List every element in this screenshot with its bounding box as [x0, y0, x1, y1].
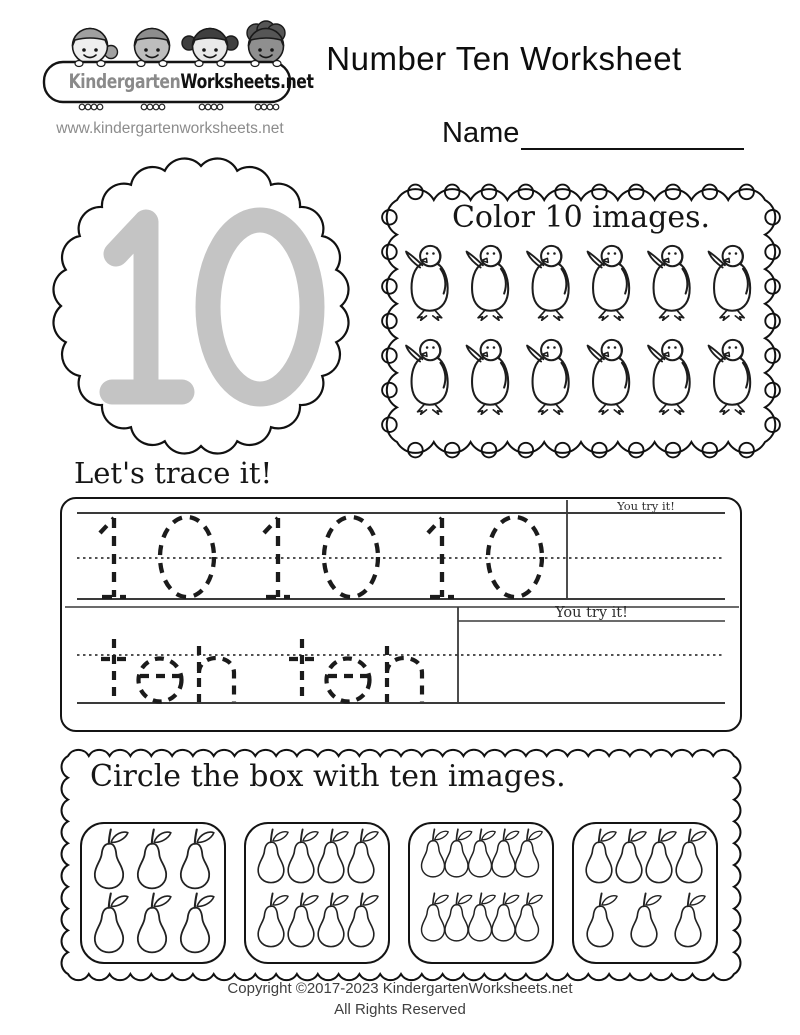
pear-image — [181, 830, 214, 889]
trace-activity-box — [60, 497, 742, 732]
pear-image — [586, 829, 616, 882]
penguin-image[interactable] — [527, 340, 569, 414]
pear-image — [258, 893, 288, 946]
pear-grid — [410, 824, 550, 960]
pear-image — [348, 829, 378, 882]
pear-image — [631, 893, 661, 946]
footer-copyright: Copyright ©2017-2023 KindergartenWorksheets.net — [227, 980, 573, 997]
pear-image — [318, 893, 348, 946]
circle-activity-box — [56, 744, 746, 986]
pear-option-box-4[interactable] — [572, 822, 718, 964]
footer — [0, 979, 800, 1020]
pear-image — [469, 829, 496, 877]
pear-image — [676, 829, 706, 882]
pear-image — [138, 894, 171, 953]
pear-image — [516, 829, 543, 877]
pear-image — [616, 829, 646, 882]
penguin-image[interactable] — [467, 246, 509, 320]
pear-image — [422, 829, 449, 877]
penguin-image[interactable] — [467, 340, 509, 414]
penguin-image[interactable] — [527, 246, 569, 320]
pear-image — [258, 829, 288, 882]
site-logo — [42, 16, 314, 158]
pear-image — [675, 893, 705, 946]
logo-url-text: www.kindergartenworksheets.net — [56, 120, 284, 137]
footer-rights: All Rights Reserved — [334, 1000, 466, 1018]
pear-image — [445, 893, 472, 941]
pear-image — [516, 893, 543, 941]
pear-image — [95, 830, 128, 889]
logo-brand-part2: Worksheets.net — [180, 70, 314, 93]
pear-grid — [574, 824, 714, 960]
you-try-area-word[interactable] — [458, 623, 722, 701]
you-try-area-digits[interactable] — [567, 515, 722, 597]
pear-image — [95, 894, 128, 953]
circle-activity-title: Circle the box with ten images. — [90, 759, 566, 794]
penguin-image[interactable] — [588, 340, 630, 414]
color-activity-title: Color 10 images. — [451, 200, 711, 235]
penguin-image[interactable] — [648, 340, 690, 414]
penguin-image[interactable] — [709, 246, 751, 320]
pear-option-box-3[interactable] — [408, 822, 554, 964]
pear-image — [646, 829, 676, 882]
pear-image — [492, 893, 519, 941]
pear-image — [469, 893, 496, 941]
penguin-image[interactable] — [648, 246, 690, 320]
penguin-image[interactable] — [406, 340, 448, 414]
logo-brand-text — [68, 62, 314, 102]
pear-option-box-2[interactable] — [244, 822, 390, 964]
pear-grid — [246, 824, 386, 960]
color-activity-box — [375, 178, 787, 470]
pear-option-box-1[interactable] — [80, 822, 226, 964]
pear-image — [492, 829, 519, 877]
pear-image — [138, 830, 171, 889]
penguin-image[interactable] — [709, 340, 751, 414]
pear-image — [288, 893, 318, 946]
name-row — [442, 114, 744, 150]
number-ten-circle — [36, 142, 366, 472]
you-try-label-word: You try it! — [555, 605, 628, 621]
penguin-image[interactable] — [406, 246, 448, 320]
pear-image — [318, 829, 348, 882]
page-title: Number Ten Worksheet — [326, 40, 682, 77]
pear-image — [348, 893, 378, 946]
name-label: Name — [442, 117, 520, 149]
pear-image — [587, 893, 617, 946]
you-try-label-digits: You try it! — [617, 499, 675, 513]
penguin-image[interactable] — [588, 246, 630, 320]
trace-heading: Let's trace it! — [74, 456, 273, 490]
pear-image — [288, 829, 318, 882]
pear-image — [422, 893, 449, 941]
logo-brand-part1: Kindergarten — [68, 70, 181, 93]
pear-image — [445, 829, 472, 877]
pear-grid — [82, 824, 222, 960]
pear-image — [181, 894, 214, 953]
name-input-line[interactable] — [521, 114, 744, 150]
